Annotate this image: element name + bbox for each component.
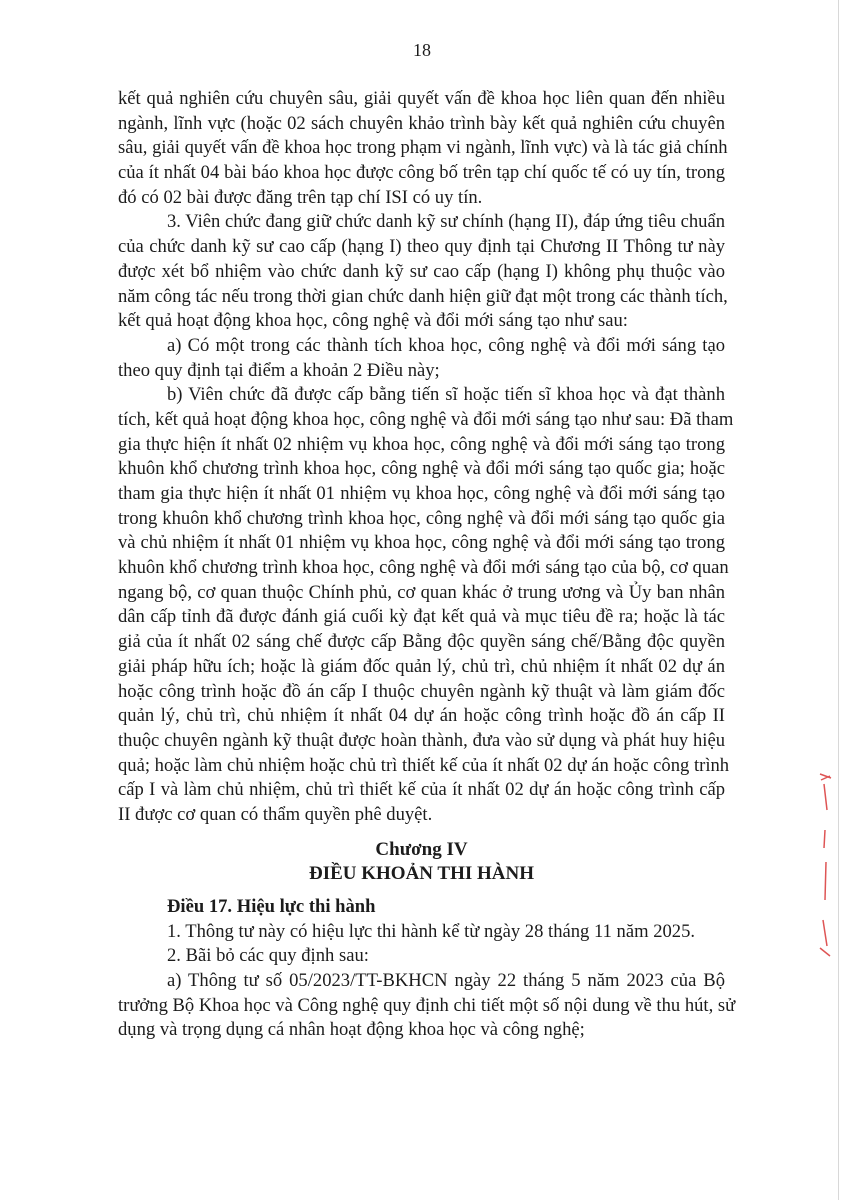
page-number: 18 — [413, 40, 431, 60]
text-line: a) Thông tư số 05/2023/TT-BKHCN ngày 22 tháng 5 năm 2023 của Bộ — [167, 970, 725, 992]
text-line: II được cơ quan có thẩm quyền phê duyệt. — [118, 803, 433, 825]
text-line: kết quả nghiên cứu chuyên sâu, giải quyết vấn đề khoa học liên quan đến nhiều — [118, 88, 725, 109]
text-line: khuôn khổ chương trình khoa học, công nghệ và đổi mới sáng tạo của bộ, cơ quan — [118, 557, 729, 579]
text-line: gia thực hiện ít nhất 02 nhiệm vụ khoa học, công nghệ và đổi mới sáng tạo trong — [118, 433, 725, 455]
paragraph-clause-3 — [118, 210, 728, 333]
text-line: ngang bộ, cơ quan thuộc Chính phủ, cơ quan khác ở trung ương và Ủy ban nhân — [118, 581, 725, 603]
chapter-number: Chương IV — [375, 838, 468, 860]
text-line: ngành, lĩnh vực (hoặc 02 sách chuyên khảo trình bày kết quả nghiên cứu chuyên — [118, 112, 725, 134]
article-17 — [118, 895, 736, 1043]
text-line: b) Viên chức đã được cấp bằng tiến sĩ hoặc tiến sĩ khoa học và đạt thành — [167, 384, 725, 406]
text-line: tham gia thực hiện ít nhất 01 nhiệm vụ khoa học, công nghệ và đổi mới sáng tạo — [118, 483, 725, 504]
text-line: và chủ nhiệm ít nhất 01 nhiệm vụ khoa học, công nghệ và đổi mới sáng tạo trong — [118, 532, 725, 554]
text-line: được xét bổ nhiệm vào chức danh kỹ sư cao cấp (hạng I) không phụ thuộc vào — [118, 260, 725, 282]
paragraph-point-a — [118, 334, 725, 383]
text-line: tích, kết quả hoạt động khoa học, công nghệ và đổi mới sáng tạo như sau: Đã tham — [118, 408, 734, 430]
paragraph-point-b — [118, 383, 734, 827]
text-line: của ít nhất 04 bài báo khoa học được công bố trên tạp chí quốc tế có uy tín, trong — [118, 162, 725, 184]
text-line: khuôn khổ chương trình khoa học, công nghệ và đổi mới sáng tạo quốc gia; hoặc — [118, 458, 725, 480]
chapter-title: ĐIỀU KHOẢN THI HÀNH — [308, 863, 535, 885]
paragraph-continuation — [118, 87, 728, 210]
text-line: 3. Viên chức đang giữ chức danh kỹ sư chính (hạng II), đáp ứng tiêu chuẩn — [167, 211, 725, 233]
red-seal-fragment-icon — [818, 770, 832, 970]
text-line: sâu, giải quyết vấn đề khoa học trong phạm vi ngành, lĩnh vực) và là tác giả chính — [118, 137, 728, 159]
document-body — [118, 87, 736, 1043]
text-line: cấp I và làm chủ nhiệm, chủ trì thiết kế của ít nhất 02 dự án hoặc công trình cấp — [118, 779, 725, 801]
text-line: dân cấp tỉnh đã được đánh giá cuối kỳ đạt kết quả và mục tiêu đề ra; hoặc là tác — [118, 606, 725, 628]
text-line: kết quả hoạt động khoa học, công nghệ và đổi mới sáng tạo như sau: — [118, 310, 628, 332]
chapter-heading — [118, 838, 725, 887]
text-line: thuộc chuyên ngành kỹ thuật được hoàn thành, đưa vào sử dụng và phát huy hiệu — [118, 729, 725, 751]
text-line: giải pháp hữu ích; hoặc là giám đốc quản lý, chủ trì, chủ nhiệm ít nhất 02 dự án — [118, 655, 725, 677]
text-line: theo quy định tại điểm a khoản 2 Điều này; — [118, 359, 440, 381]
text-line: a) Có một trong các thành tích khoa học, công nghệ và đổi mới sáng tạo — [167, 334, 725, 356]
text-line: trong khuôn khổ chương trình khoa học, công nghệ và đổi mới sáng tạo quốc gia — [118, 507, 725, 529]
text-line: quả; hoặc làm chủ nhiệm hoặc chủ trì thiết kế của ít nhất 02 dự án hoặc công trình — [118, 754, 730, 776]
text-line: năm công tác nếu trong thời gian chức danh hiện giữ đạt một trong các thành tích, — [118, 285, 728, 307]
text-line: dụng và trọng dụng cá nhân hoạt động khoa học và công nghệ; — [118, 1019, 585, 1041]
text-line: đó có 02 bài được đăng trên tạp chí ISI có uy tín. — [118, 186, 483, 208]
text-line: của chức danh kỹ sư cao cấp (hạng I) theo quy định tại Chương II Thông tư này — [118, 236, 725, 258]
text-line: giả của ít nhất 02 sáng chế được cấp Bằng độc quyền sáng chế/Bằng độc quyền — [118, 631, 725, 653]
text-line: trưởng Bộ Khoa học và Công nghệ quy định chi tiết một số nội dung về thu hút, sử — [118, 994, 736, 1016]
text-line: hoặc công trình hoặc đồ án cấp I thuộc chuyên ngành kỹ thuật và làm giám đốc — [118, 680, 725, 702]
scan-edge-line — [838, 0, 839, 1200]
text-line: 1. Thông tư này có hiệu lực thi hành kể từ ngày 28 tháng 11 năm 2025. — [167, 920, 696, 942]
text-line: quản lý, chủ trì, chủ nhiệm ít nhất 04 dự án hoặc công trình hoặc đồ án cấp II — [118, 705, 725, 727]
text-line: 2. Bãi bỏ các quy định sau: — [167, 945, 369, 967]
article-title: Điều 17. Hiệu lực thi hành — [167, 896, 376, 918]
